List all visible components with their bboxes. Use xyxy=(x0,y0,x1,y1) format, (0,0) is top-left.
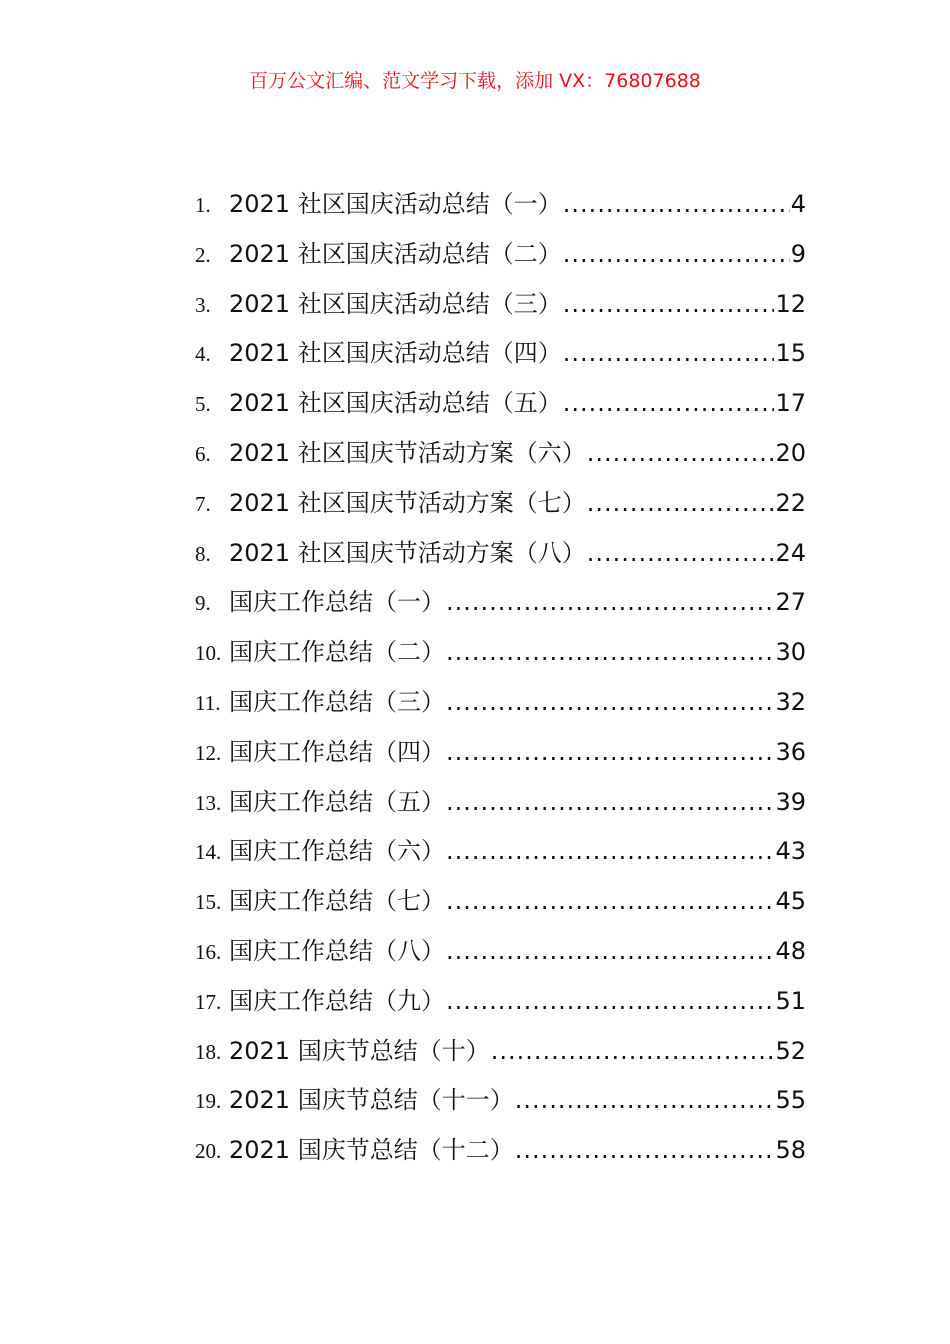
toc-entry-title: 2021 社区国庆活动总结（五） xyxy=(229,389,562,418)
toc-entry-number: 13. xyxy=(195,790,222,815)
toc-entry-title: 2021 国庆节总结（十一） xyxy=(229,1086,514,1115)
toc-entry-page: 51 xyxy=(775,986,806,1015)
toc-entry[interactable] xyxy=(195,1027,806,1077)
toc-entry[interactable] xyxy=(195,827,806,877)
toc-entry[interactable] xyxy=(195,329,806,379)
toc-entry-page: 55 xyxy=(775,1086,806,1115)
toc-entry[interactable] xyxy=(195,628,806,678)
toc-entry-page: 30 xyxy=(775,638,806,667)
toc-entry[interactable] xyxy=(195,977,806,1027)
toc-dot-leader xyxy=(446,927,774,977)
toc-dot-leader xyxy=(563,329,775,379)
toc-dot-leader xyxy=(515,1076,775,1126)
toc-dot-leader xyxy=(446,628,774,678)
toc-entry[interactable] xyxy=(195,778,806,828)
toc-entry-page: 36 xyxy=(775,737,806,766)
toc-entry-page: 27 xyxy=(775,588,806,617)
toc-entry-page: 20 xyxy=(775,438,806,467)
toc-entry-page: 45 xyxy=(775,887,806,916)
toc-entry-page: 24 xyxy=(775,538,806,567)
toc-dot-leader xyxy=(563,379,775,429)
toc-entry-title: 国庆工作总结（九） xyxy=(229,986,445,1015)
toc-entry-number: 20. xyxy=(195,1139,222,1164)
toc-entry-title: 国庆工作总结（四） xyxy=(229,737,445,766)
toc-entry[interactable] xyxy=(195,429,806,479)
toc-dot-leader xyxy=(446,728,774,778)
toc-entry-page: 15 xyxy=(775,339,806,368)
toc-entry-page: 22 xyxy=(775,488,806,517)
toc-entry-title: 2021 社区国庆节活动方案（七） xyxy=(229,488,586,517)
toc-entry-title: 国庆工作总结（三） xyxy=(229,687,445,716)
toc-entry-title: 国庆工作总结（六） xyxy=(229,837,445,866)
toc-entry-number: 14. xyxy=(195,840,222,865)
toc-dot-leader xyxy=(446,877,774,927)
toc-dot-leader xyxy=(446,678,774,728)
toc-entry-page: 43 xyxy=(775,837,806,866)
toc-dot-leader xyxy=(446,778,774,828)
toc-entry-page: 39 xyxy=(775,787,806,816)
toc-entry-page: 17 xyxy=(775,389,806,418)
toc-entry-number: 11. xyxy=(195,690,221,715)
toc-entry-title: 2021 社区国庆节活动方案（六） xyxy=(229,438,586,467)
toc-entry-number: 6. xyxy=(195,441,211,466)
toc-entry-number: 4. xyxy=(195,342,211,367)
table-of-contents xyxy=(195,180,806,1176)
toc-dot-leader xyxy=(446,827,774,877)
toc-dot-leader xyxy=(563,280,775,330)
toc-entry-number: 19. xyxy=(195,1089,222,1114)
toc-dot-leader xyxy=(587,479,775,529)
toc-entry-title: 国庆工作总结（二） xyxy=(229,638,445,667)
toc-entry-number: 12. xyxy=(195,740,222,765)
toc-entry[interactable] xyxy=(195,180,806,230)
toc-entry[interactable] xyxy=(195,1076,806,1126)
toc-dot-leader xyxy=(563,230,790,280)
toc-entry-number: 9. xyxy=(195,591,211,616)
toc-entry[interactable] xyxy=(195,927,806,977)
toc-entry-number: 7. xyxy=(195,491,211,516)
toc-entry-number: 2. xyxy=(195,242,211,267)
toc-entry[interactable] xyxy=(195,877,806,927)
toc-entry-page: 12 xyxy=(775,289,806,318)
toc-entry-title: 2021 国庆节总结（十） xyxy=(229,1036,490,1065)
toc-entry[interactable] xyxy=(195,678,806,728)
toc-dot-leader xyxy=(446,578,774,628)
toc-entry-page: 52 xyxy=(775,1036,806,1065)
toc-entry-page: 58 xyxy=(775,1136,806,1165)
toc-dot-leader xyxy=(446,977,774,1027)
toc-entry-number: 5. xyxy=(195,392,211,417)
toc-entry[interactable] xyxy=(195,379,806,429)
toc-entry-page: 48 xyxy=(775,936,806,965)
toc-dot-leader xyxy=(587,529,775,579)
toc-entry-page: 9 xyxy=(790,239,806,268)
toc-entry-number: 18. xyxy=(195,1039,222,1064)
toc-dot-leader xyxy=(563,180,790,230)
toc-entry[interactable] xyxy=(195,529,806,579)
toc-entry-title: 2021 社区国庆活动总结（一） xyxy=(229,190,562,218)
header-banner: 百万公文汇编、范文学习下载，添加 VX：76807688 xyxy=(249,70,701,92)
toc-entry-number: 17. xyxy=(195,989,222,1014)
toc-entry-number: 10. xyxy=(195,641,222,666)
toc-entry-title: 2021 国庆节总结（十二） xyxy=(229,1136,514,1165)
toc-entry-title: 2021 社区国庆活动总结（二） xyxy=(229,239,562,268)
toc-entry-title: 国庆工作总结（一） xyxy=(229,588,445,617)
toc-entry[interactable] xyxy=(195,578,806,628)
toc-dot-leader xyxy=(491,1027,775,1077)
toc-entry-number: 1. xyxy=(195,193,211,217)
toc-entry[interactable] xyxy=(195,728,806,778)
toc-entry-number: 16. xyxy=(195,939,222,964)
toc-entry-number: 3. xyxy=(195,292,211,317)
toc-entry-title: 2021 社区国庆活动总结（四） xyxy=(229,339,562,368)
toc-entry[interactable] xyxy=(195,1126,806,1176)
toc-entry-title: 国庆工作总结（五） xyxy=(229,787,445,816)
toc-entry-title: 国庆工作总结（七） xyxy=(229,887,445,916)
toc-entry-title: 国庆工作总结（八） xyxy=(229,936,445,965)
toc-entry[interactable] xyxy=(195,479,806,529)
toc-entry-page: 32 xyxy=(775,687,806,716)
toc-entry-number: 15. xyxy=(195,890,222,915)
toc-dot-leader xyxy=(587,429,775,479)
toc-dot-leader xyxy=(515,1126,775,1176)
toc-entry-page: 4 xyxy=(790,190,806,218)
toc-entry-title: 2021 社区国庆节活动方案（八） xyxy=(229,538,586,567)
toc-entry-number: 8. xyxy=(195,541,211,566)
toc-entry-title: 2021 社区国庆活动总结（三） xyxy=(229,289,562,318)
toc-entry[interactable] xyxy=(195,280,806,330)
toc-entry[interactable] xyxy=(195,230,806,280)
